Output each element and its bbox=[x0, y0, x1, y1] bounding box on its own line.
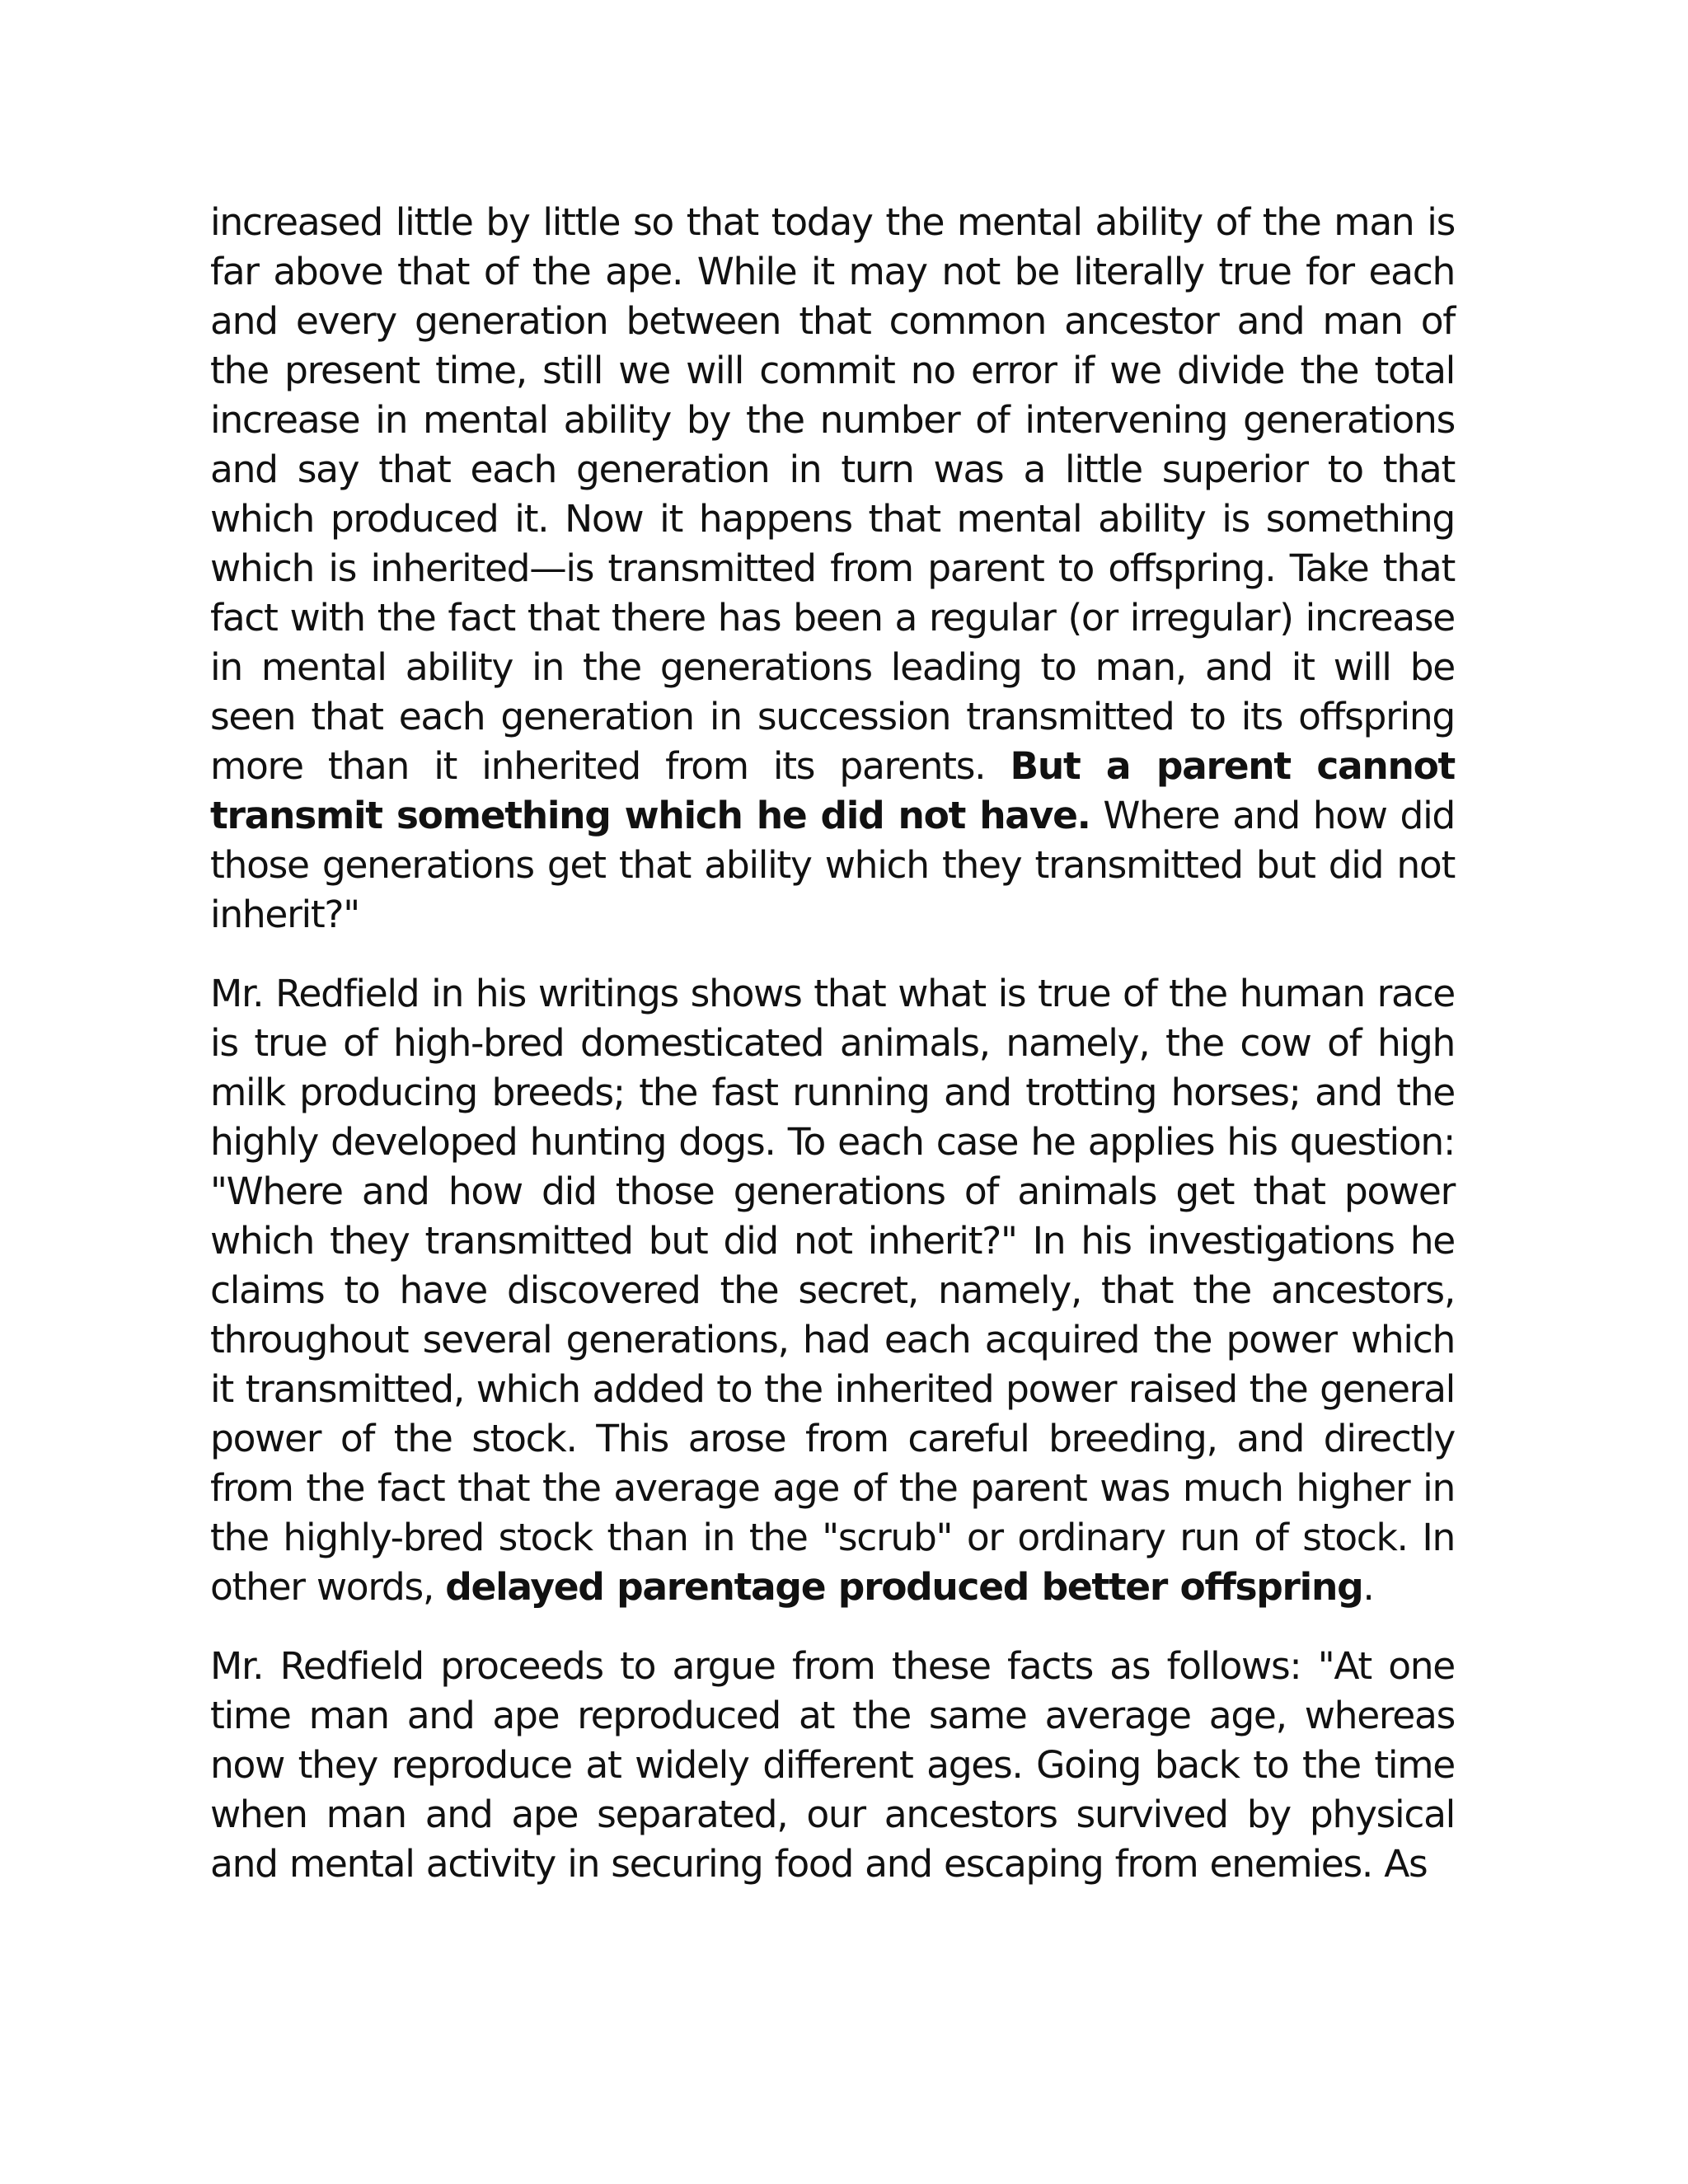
paragraph-1-text: increased little by little so that today the mental ability of the man is far above that of the ape. While it may not be literally true for each and every generation between that common ancestor and man of the present time, still we will commit no error if we divide the total increase in mental ability by the number of intervening generations and say that each generation in turn was a little superior to that which produced it. Now it happens that mental ability is something which is inherited—is transmitted from parent to offspring. Take that fact with the fact that there has been a regular (or irregular) increase in mental ability in the generations leading to man, and it will be seen that each generation in succession transmitted to its offspring more than it inherited from its parents. bbox=[210, 200, 1455, 788]
paragraph-3 bbox=[210, 1642, 1455, 1889]
body-text bbox=[210, 198, 1455, 1919]
paragraph-2 bbox=[210, 969, 1455, 1612]
paragraph-2-text-end: . bbox=[1362, 1565, 1374, 1609]
paragraph-2-emphasis: delayed parentage produced better offspring bbox=[445, 1565, 1363, 1609]
paragraph-2-text: Mr. Redfield in his writings shows that what is true of the human race is true of high-bred domesticated animals, namely, the cow of high milk producing breeds; the fast running and trotting horses; and the highly developed hunting dogs. To each case he applies his question: "Where and how did those generations of animals get that power which they transmitted but did not inherit?" In his investigations he claims to have discovered the secret, namely, that the ancestors, throughout several generations, had each acquired the power which it transmitted, which added to the inherited power raised the general power of the stock. This arose from careful breeding, and directly from the fact that the average age of the parent was much higher in the highly-bred stock than in the "scrub" or ordinary run of stock. In other words, bbox=[210, 972, 1455, 1609]
paragraph-1-emphasis: But a parent cannot transmit something which he did not have. bbox=[210, 744, 1456, 837]
paragraph-1 bbox=[210, 198, 1455, 940]
paragraph-3-text: Mr. Redfield proceeds to argue from these facts as follows: "At one time man and ape reproduced at the same average age, whereas now they reproduce at widely different ages. Going back to the time when man and ape separated, our ancestors survived by physical and mental activity in securing food and escaping from enemies. As bbox=[210, 1644, 1455, 1886]
paragraph-1-text-end: Where and how did those generations get that ability which they transmitted but did not inherit?" bbox=[210, 794, 1455, 936]
